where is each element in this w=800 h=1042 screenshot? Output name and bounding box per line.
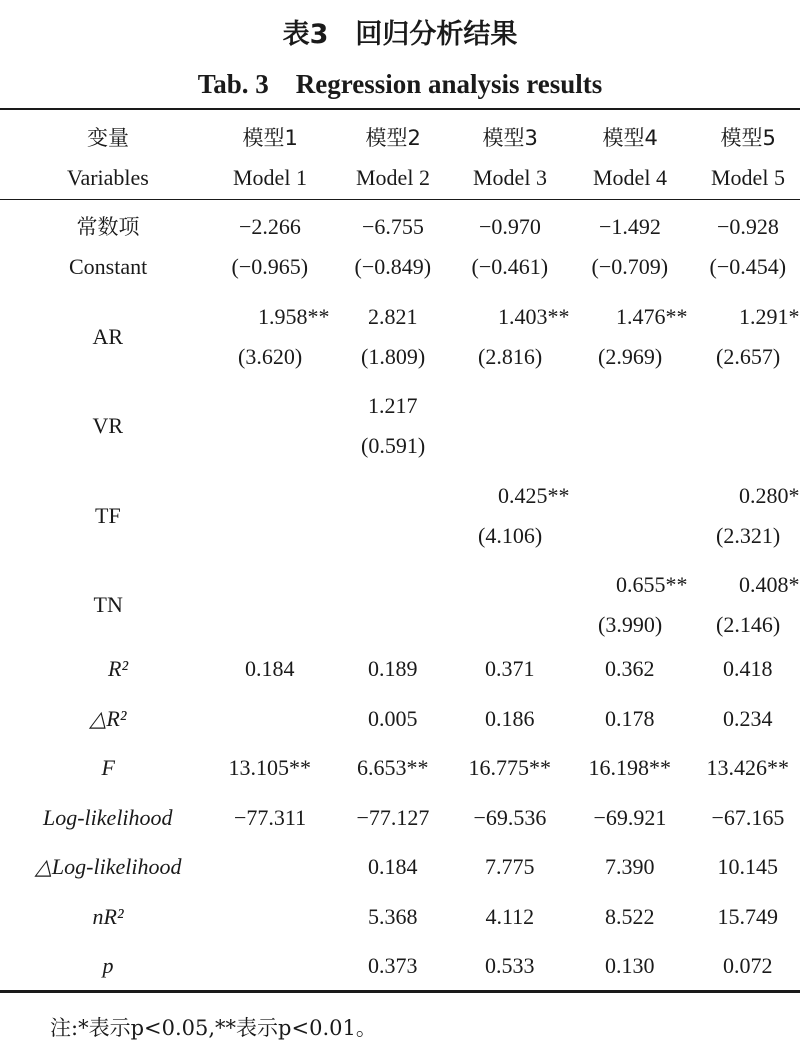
stat-label: p	[102, 953, 114, 978]
stat-value-cell: 0.005	[368, 706, 418, 731]
header-variables-en: Variables	[67, 165, 149, 190]
coefficient-cell: 1.217	[368, 393, 418, 418]
stat-value-cell: 16.198**	[588, 755, 671, 780]
coefficient-cell: −2.266	[239, 214, 301, 239]
t-value-cell: (−0.454)	[709, 254, 787, 279]
stat-value-cell: 7.775	[485, 854, 535, 879]
stat-value-cell: 6.653**	[357, 755, 429, 780]
row-label: TN	[93, 592, 123, 617]
header-model-cn: 模型1	[242, 126, 298, 150]
t-value-cell: (2.657)	[716, 344, 781, 369]
stat-value-cell: 0.130	[605, 953, 655, 978]
stat-label: △Log-likelihood	[35, 854, 182, 879]
table-title-english: Tab. 3 Regression analysis results	[197, 69, 603, 99]
t-value-cell: (2.321)	[716, 523, 781, 548]
stat-label: △R²	[89, 706, 127, 731]
row-label: AR	[92, 324, 124, 349]
stat-value-cell: 0.189	[368, 656, 418, 681]
row-label-en: Constant	[69, 254, 148, 279]
coefficient-cell: 1.476**	[616, 304, 688, 329]
stat-value-cell: −67.165	[711, 805, 785, 830]
header-model-en: Model 4	[593, 165, 667, 190]
coefficient-cell: 0.425**	[498, 483, 570, 508]
stat-value-cell: 0.418	[723, 656, 773, 681]
coefficient-cell: 2.821	[368, 304, 418, 329]
t-value-cell: (3.990)	[598, 612, 663, 637]
row-label: VR	[92, 413, 124, 438]
t-value-cell: (2.969)	[598, 344, 663, 369]
header-model-en: Model 1	[233, 165, 307, 190]
t-value-cell: (1.809)	[361, 344, 426, 369]
stat-value-cell: 15.749	[717, 904, 778, 929]
header-model-cn: 模型2	[365, 126, 421, 150]
coefficient-cell: −0.970	[479, 214, 541, 239]
t-value-cell: (3.620)	[238, 344, 303, 369]
stat-value-cell: −69.921	[593, 805, 667, 830]
header-model-en: Model 2	[356, 165, 430, 190]
bottom-rule	[0, 990, 800, 993]
stat-value-cell: −77.127	[356, 805, 430, 830]
header-model-en: Model 3	[473, 165, 547, 190]
stat-value-cell: 13.426**	[706, 755, 789, 780]
stat-value-cell: 4.112	[485, 904, 535, 929]
table-title-chinese: 表3 回归分析结果	[282, 19, 518, 50]
table-note: 注:*表示p<0.05,**表示p<0.01。	[50, 1016, 377, 1040]
header-rule	[0, 199, 800, 200]
stat-value-cell: 13.105**	[228, 755, 311, 780]
stat-value-cell: 0.184	[368, 854, 418, 879]
header-model-en: Model 5	[711, 165, 785, 190]
stat-value-cell: 0.184	[245, 656, 295, 681]
stat-value-cell: −69.536	[473, 805, 547, 830]
row-label: 常数项	[76, 215, 140, 239]
stat-value-cell: 0.533	[485, 953, 535, 978]
stat-value-cell: 10.145	[717, 854, 778, 879]
stat-label: Log-likelihood	[43, 805, 173, 830]
t-value-cell: (−0.709)	[591, 254, 669, 279]
stat-value-cell: 16.775**	[468, 755, 551, 780]
t-value-cell: (−0.461)	[471, 254, 549, 279]
stat-label: F	[101, 755, 115, 780]
coefficient-cell: 1.403**	[498, 304, 570, 329]
coefficient-cell: −0.928	[717, 214, 779, 239]
stat-value-cell: 0.186	[485, 706, 535, 731]
t-value-cell: (4.106)	[478, 523, 543, 548]
coefficient-cell: 1.291*	[739, 304, 800, 329]
stat-value-cell: 0.072	[723, 953, 773, 978]
stat-value-cell: 0.178	[605, 706, 655, 731]
coefficient-cell: 0.408*	[739, 572, 800, 597]
t-value-cell: (−0.849)	[354, 254, 432, 279]
stat-value-cell: 0.234	[723, 706, 773, 731]
stat-value-cell: 0.371	[485, 656, 535, 681]
coefficient-cell: 1.958**	[258, 304, 330, 329]
stat-value-cell: −77.311	[234, 805, 307, 830]
stat-value-cell: 0.362	[605, 656, 655, 681]
top-rule	[0, 108, 800, 110]
row-label: TF	[95, 503, 121, 528]
stat-label: R²	[108, 656, 129, 681]
t-value-cell: (−0.965)	[231, 254, 309, 279]
stat-value-cell: 7.390	[605, 854, 655, 879]
t-value-cell: (2.146)	[716, 612, 781, 637]
header-variables-cn: 变量	[87, 126, 129, 150]
header-model-cn: 模型3	[482, 126, 538, 150]
coefficient-cell: 0.655**	[616, 572, 688, 597]
stat-value-cell: 5.368	[368, 904, 418, 929]
coefficient-cell: 0.280*	[739, 483, 800, 508]
stat-value-cell: 0.373	[368, 953, 418, 978]
header-model-cn: 模型4	[602, 126, 658, 150]
t-value-cell: (2.816)	[478, 344, 543, 369]
coefficient-cell: −6.755	[362, 214, 424, 239]
coefficient-cell: −1.492	[599, 214, 661, 239]
t-value-cell: (0.591)	[361, 433, 426, 458]
stat-label: nR²	[92, 904, 124, 929]
stat-value-cell: 8.522	[605, 904, 655, 929]
header-model-cn: 模型5	[720, 126, 776, 150]
